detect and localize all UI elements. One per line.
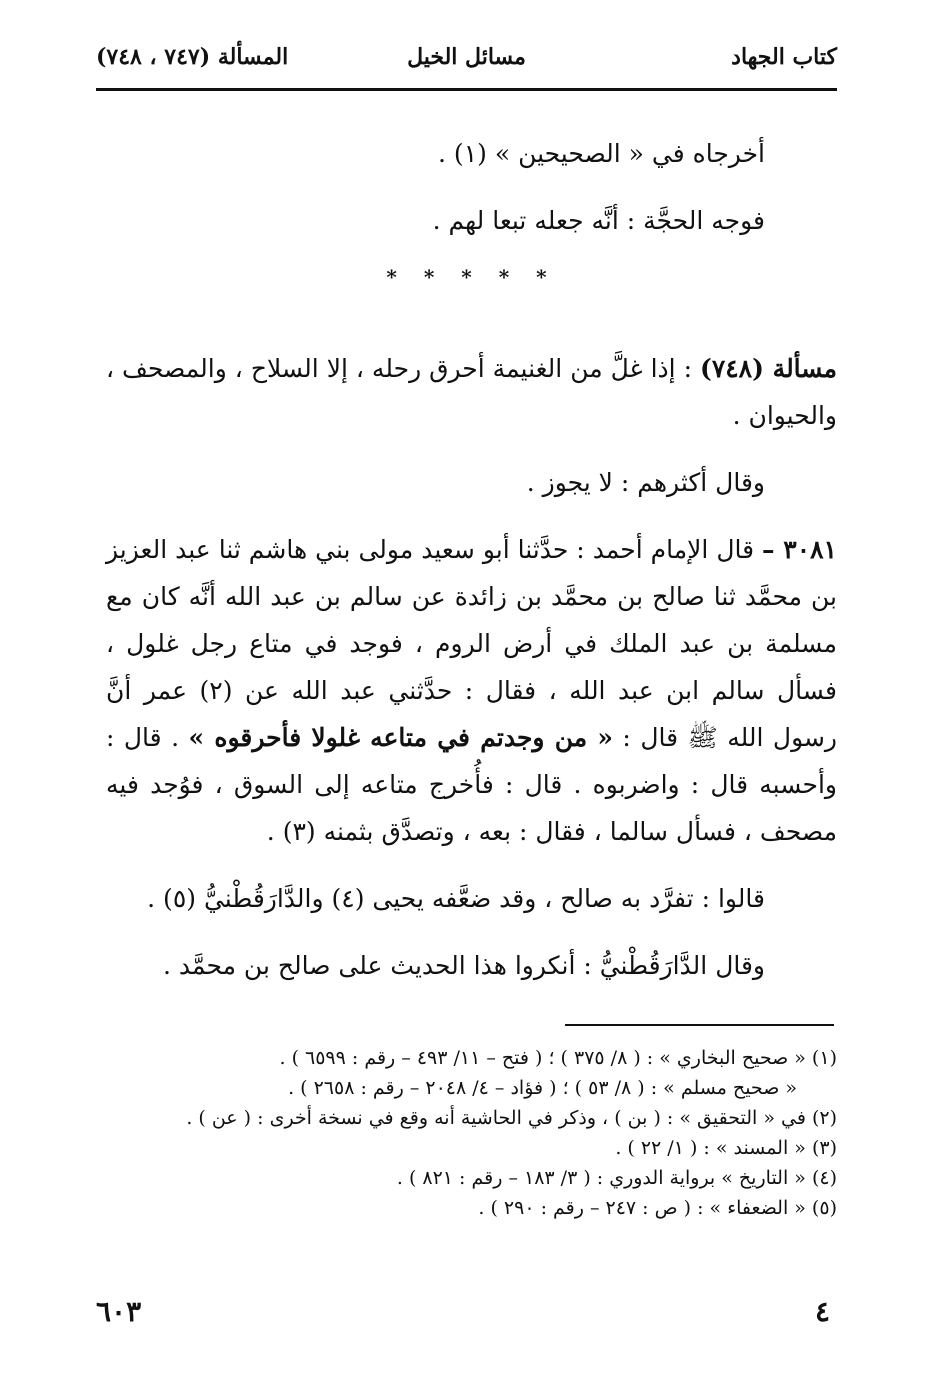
masala-label: مسألة (٧٤٨) xyxy=(699,354,837,383)
header-chapter-title: مسائل الخيل xyxy=(407,44,526,70)
footnote-item: (١) « صحيح البخاري » : ( ٨/ ٣٧٥ ) ؛ ( فتح – ١١/ ٤٩٣ – رقم : ٦٥٩٩ ) . xyxy=(279,1047,837,1069)
footnote-rule xyxy=(565,1024,834,1026)
masala-text: : إذا غلَّ من الغنيمة أحرق رحله ، إلا السلاح ، والمصحف ، والحيوان . xyxy=(106,354,837,430)
running-header xyxy=(96,40,837,76)
header-issue-numbers: المسألة (٧٤٧ ، ٧٤٨) xyxy=(96,44,289,70)
paragraph-hadith xyxy=(106,526,837,855)
hadith-rest: . قال : وأحسبه قال : واضربوه . قال : فأُخرج متاعه إلى السوق ، فوُجد فيه مصحف ، فسأل سالما ، فقال : بعه ، وتصدَّق بثمنه (٣) . xyxy=(106,723,837,846)
footnote-item: (٢) في « التحقيق » : ( بن ) ، وذكر في الحاشية أنه وقع في نسخة أخرى : ( عن ) . xyxy=(186,1107,837,1129)
header-rule xyxy=(96,88,837,91)
hadith-number: ٣٠٨١ – xyxy=(762,535,837,564)
paragraph-daraqutni: وقال الدَّارَقُطْنيُّ : أنكروا هذا الحديث على صالح بن محمَّد . xyxy=(162,951,765,980)
header-book-title: كتاب الجهاد xyxy=(731,44,837,70)
paragraph-masala xyxy=(106,345,837,439)
hadith-quote: « من وجدتم في متاعه غلولا فأحرقوه » xyxy=(188,723,613,752)
page-number: ٦٠٣ xyxy=(96,1295,142,1328)
section-separator: * * * * * xyxy=(386,265,557,289)
footnote-item: « صحيح مسلم » : ( ٨/ ٥٣ ) ؛ ( فؤاد – ٤/ ٢٠٤٨ – رقم : ٢٦٥٨ ) . xyxy=(288,1077,797,1099)
paragraph-qalu: قالوا : تفرَّد به صالح ، وقد ضعَّفه يحيى (٤) والدَّارَقُطْنيُّ (٥) . xyxy=(147,884,765,913)
main-text xyxy=(106,130,837,989)
footnote-item: (٤) « التاريخ » برواية الدوري : ( ٣/ ١٨٣ – رقم : ٨٢١ ) . xyxy=(396,1167,837,1189)
paragraph-akhrajah: أخرجاه في « الصحيحين » (١) . xyxy=(438,139,765,168)
hadith-isnad: قال الإمام أحمد : حدَّثنا أبو سعيد مولى بني هاشم ثنا عبد العزيز بن محمَّد ثنا صالح بن محمَّد بن زائدة عن سالم بن عبد الله أنَّه كان مع مسلمة بن عبد الملك في أرض الروم ، فوجد في متاع رجل غلول ، فسأل سالم ابن عبد الله ، فقال : حدَّثني عبد الله عن (٢) عمر أنَّ رسول الله ﷺ قال : xyxy=(106,535,837,752)
volume-number: ٤ xyxy=(814,1295,830,1328)
footnote-item: (٣) « المسند » : ( ١/ ٢٢ ) . xyxy=(615,1137,837,1159)
footnotes xyxy=(120,1043,837,1223)
paragraph-wajh-alhujja: فوجه الحجَّة : أنَّه جعله تبعا لهم . xyxy=(432,206,765,235)
paragraph-aktharuhum: وقال أكثرهم : لا يجوز . xyxy=(526,468,765,497)
footnote-item: (٥) « الضعفاء » : ( ص : ٢٤٧ – رقم : ٢٩٠ ) . xyxy=(478,1197,837,1219)
